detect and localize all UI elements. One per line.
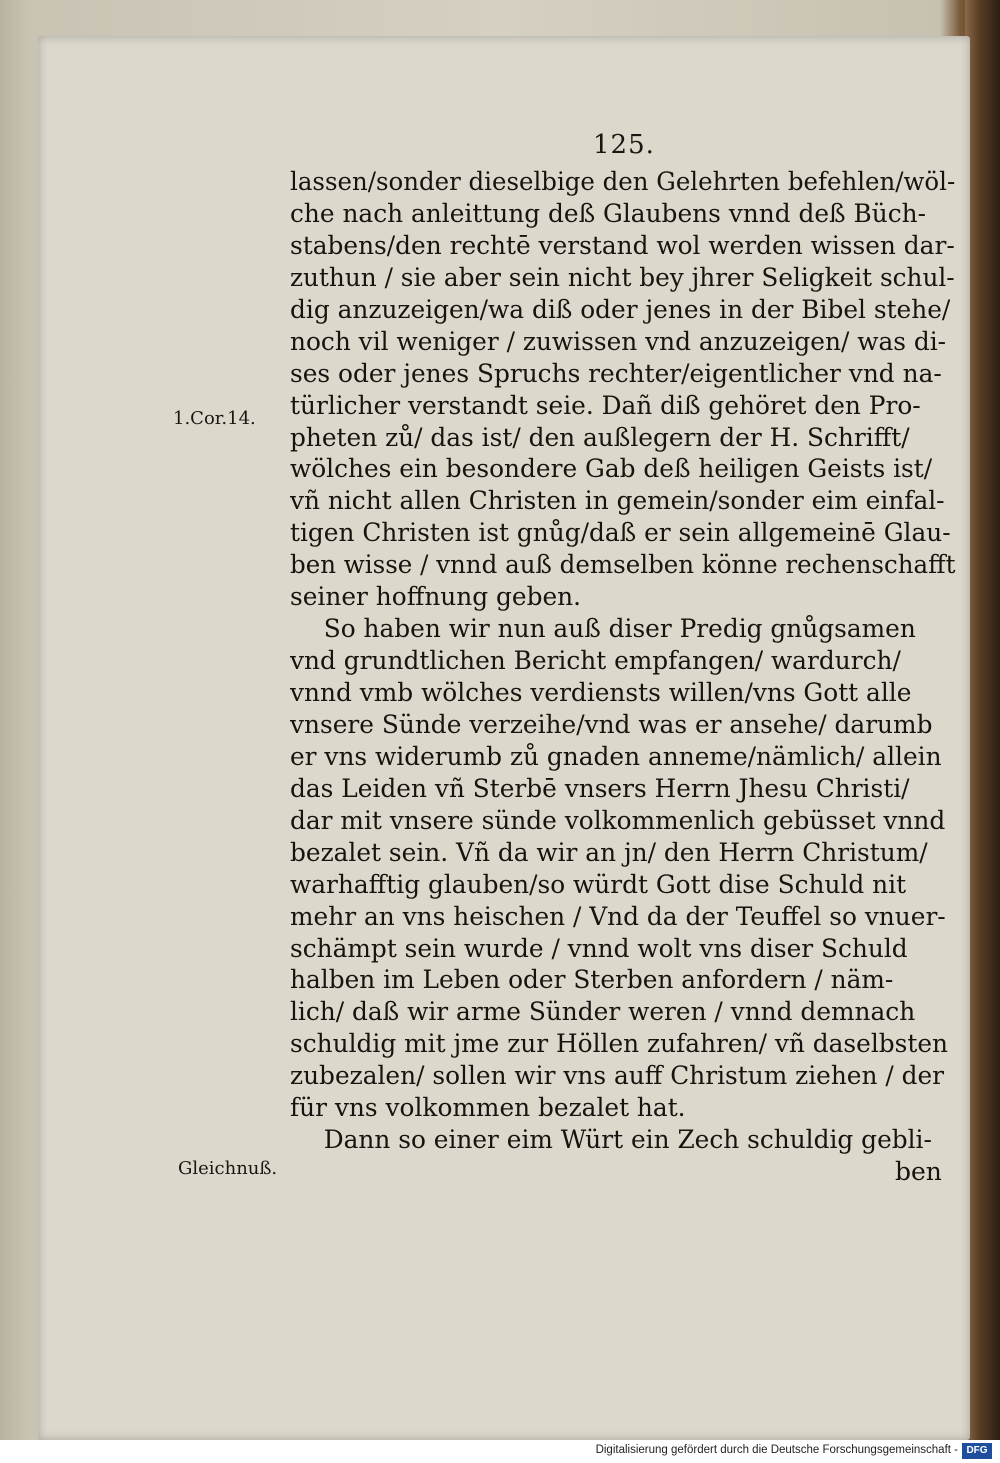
- text-line: dig anzuzeigen/wa diß oder jenes in der Bibel stehe/: [290, 294, 951, 324]
- footer-bar: [0, 1440, 1000, 1463]
- text-line: Dann so einer eim Würt ein Zech schuldig gebli-: [323, 1125, 932, 1155]
- book-edge: [965, 0, 1000, 1440]
- text-line: vnsere Sünde verzeihe/vnd was er ansehe/ darumb: [290, 709, 933, 739]
- text-line: lich/ daß wir arme Sünder weren / vnnd demnach: [290, 997, 916, 1027]
- text-line: ben wisse / vnnd auß demselben könne rechenschafft: [290, 550, 956, 580]
- text-line: schuldig mit jme zur Höllen zufahren/ vñ daselbsten: [290, 1029, 949, 1059]
- text-line: schämpt sein wurde / vnnd wolt vns diser Schuld: [290, 933, 908, 963]
- text-line: vñ nicht allen Christen in gemein/sonder eim einfal-: [290, 486, 945, 516]
- page-number: 125.: [593, 130, 655, 160]
- text-line: stabens/den rechtē verstand wol werden wissen dar-: [290, 230, 955, 260]
- text-line: noch vil weniger / zuwissen vnd anzuzeigen/ was di-: [290, 326, 947, 356]
- text-line: für vns volkommen bezalet hat.: [290, 1093, 686, 1123]
- text-line: bezalet sein. Vñ da wir an jn/ den Herrn Christum/: [290, 837, 928, 867]
- text-line: mehr an vns heischen / Vnd da der Teuffel so vnuer-: [290, 901, 946, 931]
- margin-note-parable: Gleichnuß.: [178, 1158, 278, 1179]
- text-line: pheten zů/ das ist/ den außlegern der H. Schrifft/: [290, 422, 910, 452]
- text-line: vnnd vmb wölches verdiensts willen/vns Gott alle: [290, 678, 912, 707]
- margin-note-scripture: 1.Cor.14.: [173, 408, 256, 429]
- funding-credit: Digitalisierung gefördert durch die Deutsche Forschungsgemeinschaft -: [595, 1444, 958, 1456]
- body-text: [290, 166, 960, 1188]
- text-line: zubezalen/ sollen wir vns auff Christum ziehen / der: [290, 1061, 945, 1091]
- text-line: zuthun / sie aber sein nicht bey jhrer Seligkeit schul-: [290, 262, 955, 292]
- text-line: türlicher verstandt seie. Dañ diß gehöret den Pro-: [290, 390, 921, 420]
- text-line: ben: [895, 1157, 942, 1187]
- text-line: So haben wir nun auß diser Predig gnůgsamen: [323, 614, 916, 644]
- text-line: tigen Christen ist gnůg/daß er sein allgemeinē Glau-: [290, 518, 951, 548]
- text-line: wölches ein besondere Gab deß heiligen Geists ist/: [290, 454, 933, 484]
- text-line: dar mit vnsere sünde volkommenlich gebüsset vnnd: [290, 805, 946, 835]
- text-line: ses oder jenes Spruchs rechter/eigentlicher vnd na-: [290, 358, 942, 388]
- text-line: seiner hoffnung geben.: [290, 582, 582, 612]
- text-line: warhafftig glauben/so würdt Gott dise Schuld nit: [290, 869, 907, 899]
- text-line: das Leiden vñ Sterbē vnsers Herrn Jhesu Christi/: [290, 773, 910, 803]
- text-line: lassen/sonder dieselbige den Gelehrten befehlen/wöl-: [290, 167, 956, 196]
- dfg-logo: DFG: [962, 1443, 992, 1459]
- text-line: halben im Leben oder Sterben anfordern / näm-: [290, 965, 894, 995]
- text-line: che nach anleittung deß Glaubens vnnd deß Büch-: [290, 198, 926, 228]
- text-line: er vns widerumb zů gnaden anneme/nämlich/ allein: [290, 741, 942, 771]
- text-line: vnd grundtlichen Bericht empfangen/ wardurch/: [290, 646, 901, 676]
